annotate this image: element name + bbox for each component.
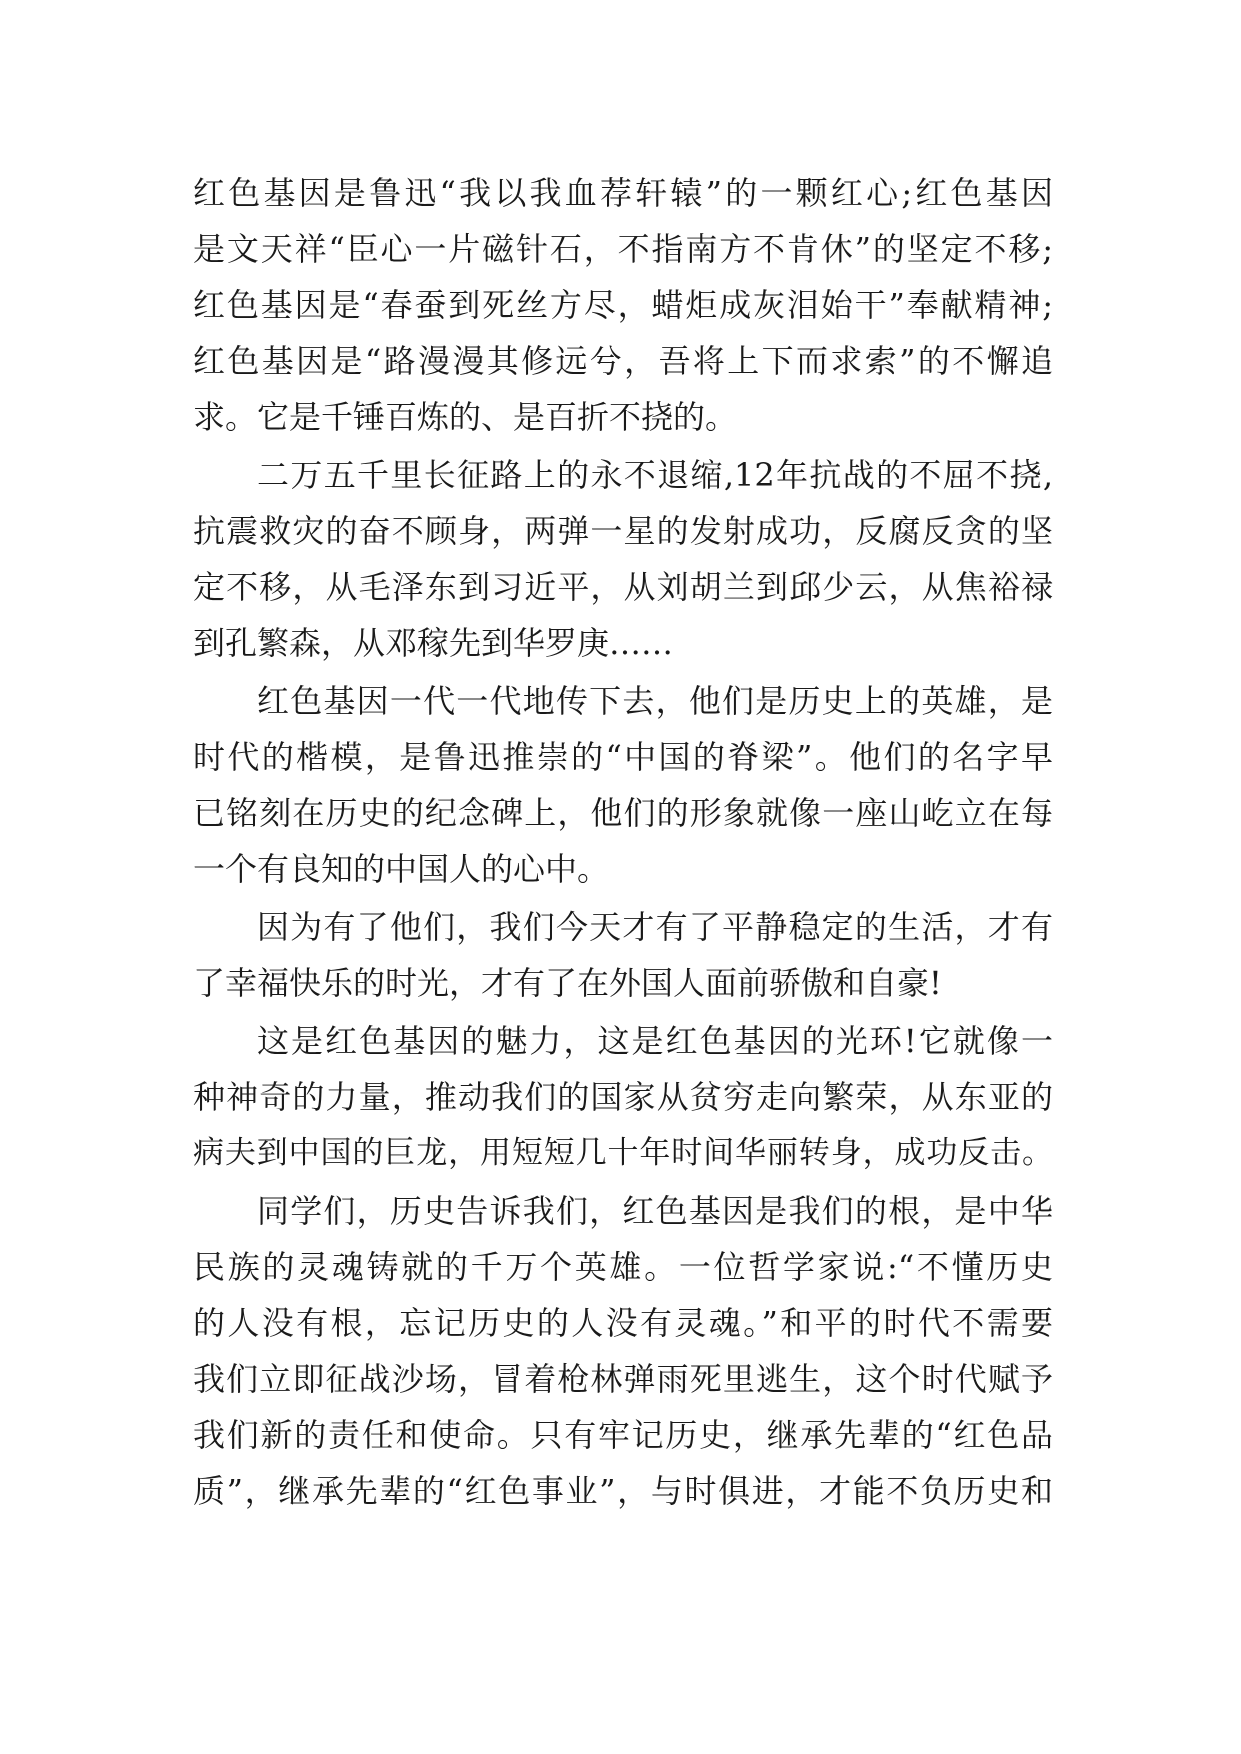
text-line: 求。它是千锤百炼的、是百折不挠的。 bbox=[193, 398, 738, 436]
text-line: 红色基因是“春蚕到死丝方尽，蜡炬成灰泪始干”奉献精神; bbox=[193, 286, 1053, 324]
text-line: 质”，继承先辈的“红色事业”，与时俱进，才能不负历史和 bbox=[193, 1472, 1053, 1510]
text-line: 二万五千里长征路上的永不退缩,12年抗战的不屈不挠, bbox=[257, 456, 1053, 494]
text-line: 时代的楷模，是鲁迅推崇的“中国的脊梁”。他们的名字早 bbox=[193, 738, 1053, 776]
text-line: 我们立即征战沙场，冒着枪林弹雨死里逃生，这个时代赋予 bbox=[193, 1360, 1053, 1398]
text-line: 抗震救灾的奋不顾身，两弹一星的发射成功，反腐反贪的坚 bbox=[193, 512, 1053, 550]
text-line: 红色基因是鲁迅“我以我血荐轩辕”的一颗红心;红色基因 bbox=[193, 174, 1053, 212]
text-line: 到孔繁森，从邓稼先到华罗庚…… bbox=[193, 624, 674, 662]
text-line: 这是红色基因的魅力，这是红色基因的光环!它就像一 bbox=[257, 1022, 1053, 1060]
text-line: 民族的灵魂铸就的千万个英雄。一位哲学家说:“不懂历史 bbox=[193, 1248, 1053, 1286]
text-line: 定不移，从毛泽东到习近平，从刘胡兰到邱少云，从焦裕禄 bbox=[193, 568, 1053, 606]
text-line: 红色基因是“路漫漫其修远兮，吾将上下而求索”的不懈追 bbox=[193, 342, 1053, 380]
text-line: 已铭刻在历史的纪念碑上，他们的形象就像一座山屹立在每 bbox=[193, 794, 1053, 832]
text-line: 一个有良知的中国人的心中。 bbox=[193, 850, 610, 888]
text-line: 了幸福快乐的时光，才有了在外国人面前骄傲和自豪! bbox=[193, 964, 942, 1002]
text-line: 因为有了他们，我们今天才有了平静稳定的生活，才有 bbox=[257, 908, 1053, 946]
text-line: 种神奇的力量，推动我们的国家从贫穷走向繁荣，从东亚的 bbox=[193, 1078, 1053, 1116]
text-line: 我们新的责任和使命。只有牢记历史，继承先辈的“红色品 bbox=[193, 1416, 1053, 1454]
text-line: 的人没有根，忘记历史的人没有灵魂。”和平的时代不需要 bbox=[193, 1304, 1053, 1342]
text-line: 红色基因一代一代地传下去，他们是历史上的英雄，是 bbox=[257, 682, 1053, 720]
text-line: 同学们，历史告诉我们，红色基因是我们的根，是中华 bbox=[257, 1192, 1053, 1230]
text-line: 病夫到中国的巨龙，用短短几十年时间华丽转身，成功反击。 bbox=[193, 1135, 1053, 1171]
text-line: 是文天祥“臣心一片磁针石，不指南方不肯休”的坚定不移; bbox=[193, 230, 1053, 268]
